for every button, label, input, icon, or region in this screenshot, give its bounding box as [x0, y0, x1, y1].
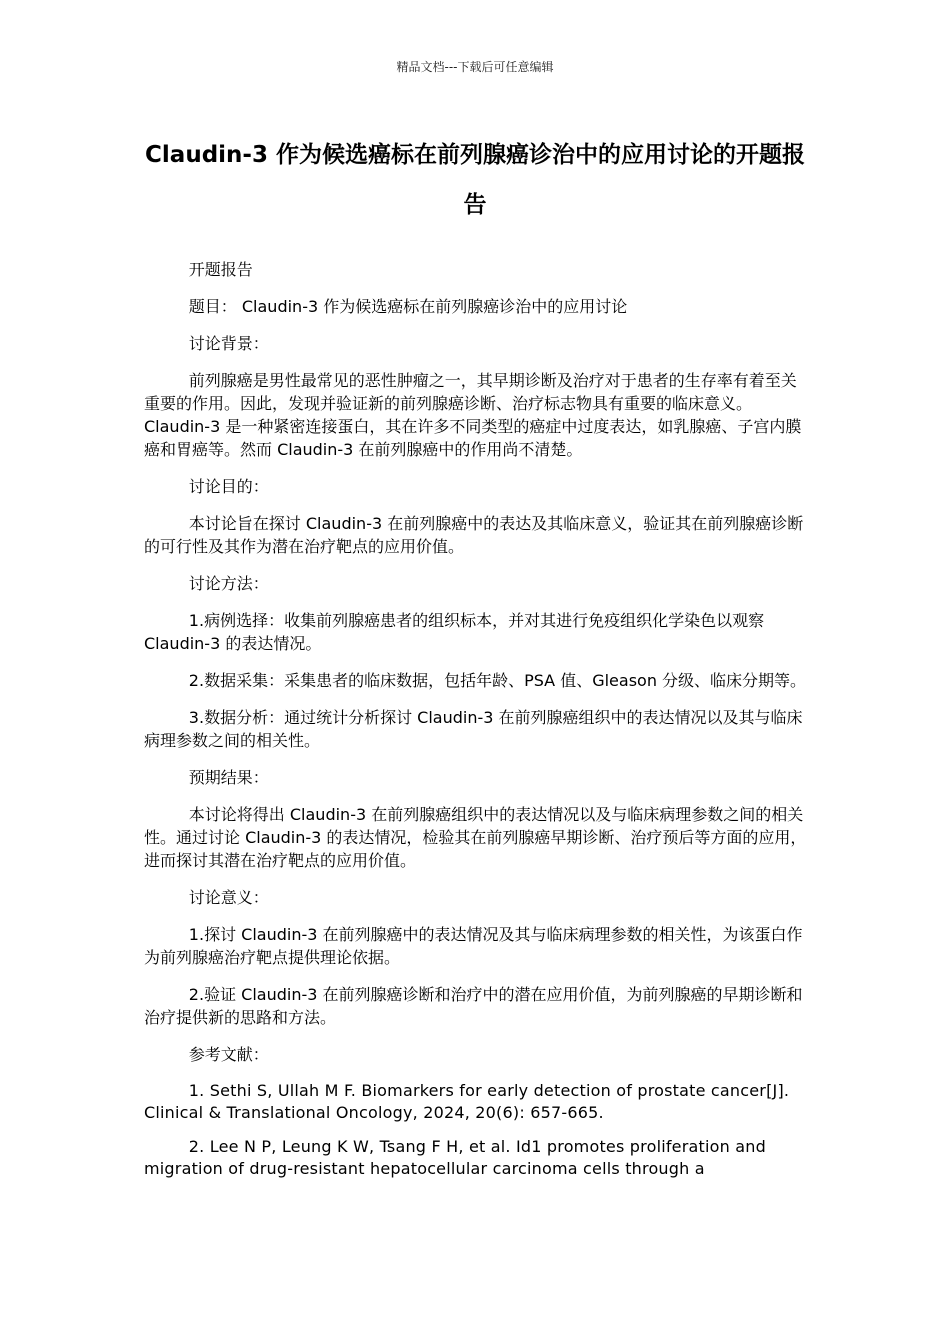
expected-paragraph: 本讨论将得出 Claudin-3 在前列腺癌组织中的表达情况以及与临床病理参数之间的相关性。通过讨论 Claudin-3 的表达情况，检验其在前列腺癌早期诊断、治疗预后等方面的应用，进而探讨其潜在治疗靶点的应用价值。: [144, 805, 807, 870]
methods-heading: 讨论方法：: [188, 574, 269, 593]
purpose-paragraph: 本讨论旨在探讨 Claudin-3 在前列腺癌中的表达及其临床意义，验证其在前列腺癌诊断的可行性及其作为潜在治疗靶点的应用价值。: [144, 514, 804, 556]
method-item-1: 1.病例选择：收集前列腺癌患者的组织标本，并对其进行免疫组织化学染色以观察 Claudin-3 的表达情况。: [144, 611, 765, 653]
background-heading: 讨论背景：: [188, 334, 269, 353]
references-heading: 参考文献：: [188, 1045, 269, 1064]
document-body: [144, 258, 810, 1192]
page-header-note: 精品文档---下载后可任意编辑: [396, 60, 554, 74]
purpose-heading: 讨论目的：: [188, 477, 269, 496]
background-paragraph: 前列腺癌是男性最常见的恶性肿瘤之一，其早期诊断及治疗对于患者的生存率有着至关重要的作用。因此，发现并验证新的前列腺癌诊断、治疗标志物具有重要的临床意义。Claudin-3 是一种紧密连接蛋白，其在许多不同类型的癌症中过度表达，如乳腺癌、子宫内膜癌和胃癌等。然而 Claudin-3 在前列腺癌中的作用尚不清楚。: [144, 371, 802, 459]
report-label: 开题报告: [188, 260, 253, 279]
method-item-2: 2.数据采集：采集患者的临床数据，包括年龄、PSA 值、Gleason 分级、临床分期等。: [188, 671, 807, 690]
significance-heading: 讨论意义：: [188, 888, 269, 907]
expected-heading: 预期结果：: [188, 768, 269, 787]
significance-item-1: 1.探讨 Claudin-3 在前列腺癌中的表达情况及其与临床病理参数的相关性，为该蛋白作为前列腺癌治疗靶点提供理论依据。: [144, 925, 803, 967]
method-item-3: 3.数据分析：通过统计分析探讨 Claudin-3 在前列腺癌组织中的表达情况以及其与临床病理参数之间的相关性。: [144, 708, 803, 750]
significance-item-2: 2.验证 Claudin-3 在前列腺癌诊断和治疗中的潜在应用价值，为前列腺癌的早期诊断和治疗提供新的思路和方法。: [144, 985, 803, 1027]
topic-line: 题目： Claudin-3 作为候选癌标在前列腺癌诊治中的应用讨论: [188, 297, 628, 316]
reference-item-2: 2. Lee N P, Leung K W, Tsang F H, et al. Id1 promotes proliferation and migration of drug-resistant hepatocellular carcinoma cells through a: [144, 1137, 766, 1178]
reference-item-1: 1. Sethi S, Ullah M F. Biomarkers for early detection of prostate cancer[J]. Clinical & Translational Oncology, 2024, 20(6): 657-665.: [144, 1081, 790, 1122]
document-title: Claudin-3 作为候选癌标在前列腺癌诊治中的应用讨论的开题报告: [145, 142, 805, 218]
